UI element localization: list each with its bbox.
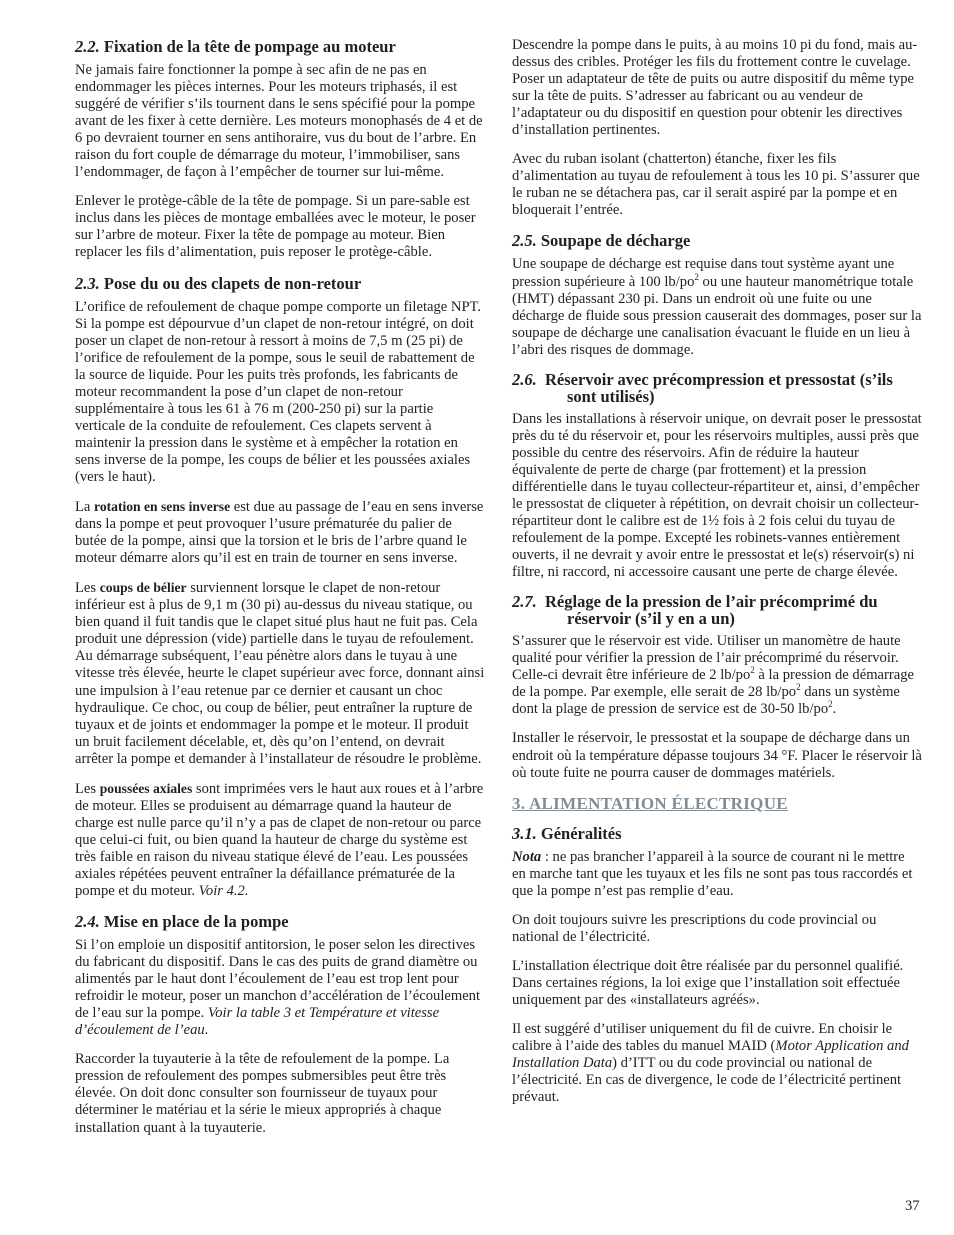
note-label: Nota	[512, 848, 542, 865]
bold-term: coups de bélier	[99, 580, 187, 596]
section-3-1-heading	[512, 824, 922, 843]
paragraph	[75, 498, 485, 567]
section-2-3-heading	[75, 274, 485, 293]
text: surviennent lorsque le clapet de non-retour inférieur est à plus de 9,1 m (30 pi) au-dessus du niveau statique, ou bien quand il fuit tandis que le clapet situé plus haut ne fuit pas. Cela produit une dépression (vide) partielle dans le tuyau de refoulement. Au démarrage subséquent, l’eau pénètre alors dans le tuyau à une vitesse très élevée, heurte le clapet supérieur avec force, donnant ainsi une impulsion à l’eau retenue par ce dernier et causant un choc hydraulique. Ce choc, ou coup de bélier, peut entraîner la rupture de tuyaux et de joints et endommager la pompe et le moteur. Il produit un bruit facilement décelable, et, dès qu’on l’entend, on devrait arrêter la pompe et demander à l’installateur de résoudre le problème.	[75, 580, 485, 767]
section-number: 2.3.	[75, 273, 100, 293]
section-2-4-heading	[75, 912, 485, 931]
section-number: 2.6.	[512, 369, 537, 389]
cross-reference: Voir la table 3 et Température et vitesse d’écoulement de l’eau	[75, 1005, 440, 1039]
paragraph	[512, 633, 922, 718]
text: est due au passage de l’eau en sens inverse dans la pompe et peut provoquer l’usure prématurée du palier de butée de la pompe, ainsi que la torsion et le bris de l’arbre quand le moteur démarre alors qu’il est en train de tourner en sens inverse.	[75, 499, 484, 567]
right-column	[512, 37, 922, 1118]
paragraph: On doit toujours suivre les prescriptions du code provincial ou national de l’électricité.	[512, 911, 877, 945]
text: Si l’on emploie un dispositif antitorsion, le poser selon les directives du fabricant du dispositif. Dans le cas des puits de grand diamètre ou alimentés par le haut dont l’écoulement de l’eau est trop lent pour refroidir le moteur, poser un manchon d’accélération de l’écoulement de l’eau sur la pompe.	[75, 937, 481, 1022]
paragraph	[75, 780, 485, 900]
section-2-2-heading	[75, 37, 485, 56]
text: sont imprimées vers le haut aux roues et à l’arbre de moteur. Elles se produisent au démarrage quand la hauteur de charge est nulle parce qu’il n’y a pas de clapet de non-retour ou parce que celui-ci fuit, ou bien quand la hauteur de charge du système est très faible en raison du niveau statique élevé de l’eau. Les poussées axiales répétées peuvent entraîner la défaillance prématurée de la pompe et du moteur.	[75, 780, 484, 900]
text: S’assurer que le réservoir est vide. Utiliser un manomètre de haute qualité pour vérifier la pression de l’air précomprimé du réservoir. Celle-ci devrait être inférieure de 2 lb/po	[512, 633, 901, 684]
text: ou une hauteur manométrique totale (HMT) dépassant 230 pi. Dans un endroit où une fuite ou une décharge de fluide sous pression causerait des dommages, poser sur la soupape de décharge une canalisation évacuant le fluide en un lieu à l’abri des risques de dommage.	[512, 273, 922, 358]
section-title: Pose du ou des clapets de non-retour	[103, 273, 362, 293]
section-title: Fixation de la tête de pompage au moteur	[103, 37, 396, 56]
text: Il est suggéré d’utiliser uniquement du fil de cuivre. En choisir le calibre à l’aide des tables du manuel MAID (	[512, 1020, 893, 1055]
text: La	[75, 499, 95, 516]
bold-term: rotation en sens inverse	[94, 499, 231, 515]
paragraph: Descendre la pompe dans le puits, à au moins 10 pi du fond, mais au-dessus des cribles. Protéger les fils du frottement contre le cuvelage. Poser un adaptateur de tête de puits ou autre dispositif du même type sur la tête de puits. S’adresser au fabricant ou au vendeur de l’adaptateur ou du dispositif en question pour obtenir les directives d’installation pertinentes.	[512, 37, 918, 139]
paragraph	[512, 256, 922, 358]
superscript: 2	[750, 665, 755, 676]
section-number: 3.1.	[512, 823, 537, 843]
text: à la pression de démarrage de la pompe. Par exemple, elle serait de 28 lb/po	[512, 667, 915, 701]
chapter-heading: 3. ALIMENTATION ÉLECTRIQUE	[512, 793, 788, 813]
text: .	[204, 1022, 209, 1039]
superscript: 2	[694, 271, 699, 282]
paragraph: Ne jamais faire fonctionner la pompe à sec afin de ne pas en endommager les pièces internes. Pour les moteurs triphasés, il est suggéré de vérifier s’ils tournent dans le sens spécifié pour la pompe avant de les fixer à cette dernière. Les moteurs monophasés de 4 et de 6 po devraient tourner en sens antihoraire, vus du bout de l’arbre. En raison du fort couple de démarrage du moteur, l’immobiliser, sans l’endommager, de façon à l’empêcher de tourner sur lui-même.	[75, 62, 483, 181]
paragraph	[75, 937, 485, 1039]
paragraph: Avec du ruban isolant (chatterton) étanche, fixer les fils d’alimentation au tuyau de refoulement à tous les 10 pi. S’assurer que le ruban ne se détachera pas, car il serait aspiré par la pompe et en bloquerait l’entrée.	[512, 151, 920, 219]
page-number: 37	[905, 1198, 920, 1214]
superscript: 2	[828, 699, 833, 710]
manual-title: Motor Application and Installation Data	[512, 1038, 909, 1072]
text: ) d’ITT ou du code provincial ou national de l’électricité. En cas de divergence, le code de l’électricité pertinent prévaut.	[512, 1055, 902, 1106]
paragraph: L’installation électrique doit être réalisée par du personnel qualifié. Dans certaines régions, la loi exige que l’installation soit effectuée uniquement par des «installateurs agréés».	[512, 957, 904, 1008]
note-paragraph	[512, 849, 922, 900]
paragraph	[512, 1021, 922, 1106]
paragraph	[75, 579, 485, 768]
section-title: Mise en place de la pompe	[103, 912, 289, 932]
section-number: 2.2.	[75, 37, 100, 56]
section-title: Soupape de décharge	[540, 231, 691, 251]
section-2-6-heading	[512, 371, 922, 405]
text: .	[832, 701, 837, 718]
section-title: Généralités	[540, 823, 622, 843]
paragraph: L’orifice de refoulement de chaque pompe comporte un filetage NPT. Si la pompe est dépourvue d’un clapet de non-retour intégré, on doit poser un clapet de non-retour à ressort à moins de 7,5 m (25 pi) de l’orifice de refoulement de la pompe, sous le seuil de rabattement de la source de liquide. Pour les puits très profonds, les fabricants de moteur recommandent la pose d’un clapet de non-retour supplémentaire à tous les 61 à 76 m (200-250 pi) sur la partie verticale de la conduite de refoulement. Ces clapets servent à maintenir la pression dans le système et à empêcher la rotation en sens inverse de la pompe, les coups de bélier et les poussées axiales (vers le haut).	[75, 298, 482, 485]
cross-reference: Voir 4.2.	[198, 883, 249, 900]
paragraph: Enlever le protège-câble de la tête de pompage. Si un pare-sable est inclus dans les pièces de montage emballées avec le moteur, le poser sur l’arbre de moteur. Fixer la tête de pompage au moteur. Bien replacer les fils d’alimentation, puis reposer le protège-câble.	[75, 193, 476, 261]
section-title: Réservoir avec précompression et pressostat (s’ils sont utilisés)	[545, 369, 893, 406]
text: Une soupape de décharge est requise dans tout système ayant une pression supérieure à 100 lb/po	[512, 256, 895, 290]
text: Les	[75, 780, 100, 797]
text: Les	[75, 580, 100, 597]
paragraph: Raccorder la tuyauterie à la tête de refoulement de la pompe. La pression de refoulement des pompes submersibles peut être très élevée. On doit donc consulter son fournisseur de tuyaux pour déterminer le matériau et la série le mieux appropriés à chaque installation quant à la tuyauterie.	[75, 1051, 450, 1136]
superscript: 2	[796, 682, 801, 693]
section-2-5-heading	[512, 231, 922, 250]
text: : ne pas brancher l’appareil à la source de courant ni le mettre en marche tant que les tuyaux et les fils ne sont pas tous raccordés et que la pompe n’est pas remplie d’eau.	[512, 848, 913, 899]
bold-term: poussées axiales	[99, 780, 193, 796]
section-number: 2.4.	[75, 912, 100, 932]
paragraph: Installer le réservoir, le pressostat et la soupape de décharge dans un endroit où la température dépasse toujours 34 °F. Placer le réservoir là où toute fuite ne pourra causer de dommages matériels.	[512, 730, 922, 781]
paragraph: Dans les installations à réservoir unique, on devrait poser le pressostat près du té du réservoir et, pour les réservoirs multiples, aussi près que possible du centre des réservoirs. Afin de réduire la hauteur équivalente de perte de charge (par frottement) et la pression différentielle dans le tuyau collecteur-répartiteur et, ainsi, d’empêcher le pressostat de cliqueter à répétition, on devrait choisir un collecteur-répartiteur dont le calibre est de 1½ fois à 2 fois celui du tuyau de refoulement de la pompe. Excepté les robinets-vannes entièrement ouverts, il ne devrait y avoir entre le pressostat et le(s) réservoir(s) ni filtre, ni raccord, ni accessoire causant une perte de charge élevée.	[512, 410, 922, 581]
section-2-7-heading	[512, 593, 922, 627]
section-title: Réglage de la pression de l’air précomprimé du réservoir (s’il y en a un)	[545, 592, 878, 629]
text: dans un système dont la plage de pression de service est de 30-50 lb/po	[512, 684, 900, 718]
left-column	[75, 37, 485, 1149]
section-number: 2.5.	[512, 231, 537, 251]
section-number: 2.7.	[512, 592, 537, 612]
